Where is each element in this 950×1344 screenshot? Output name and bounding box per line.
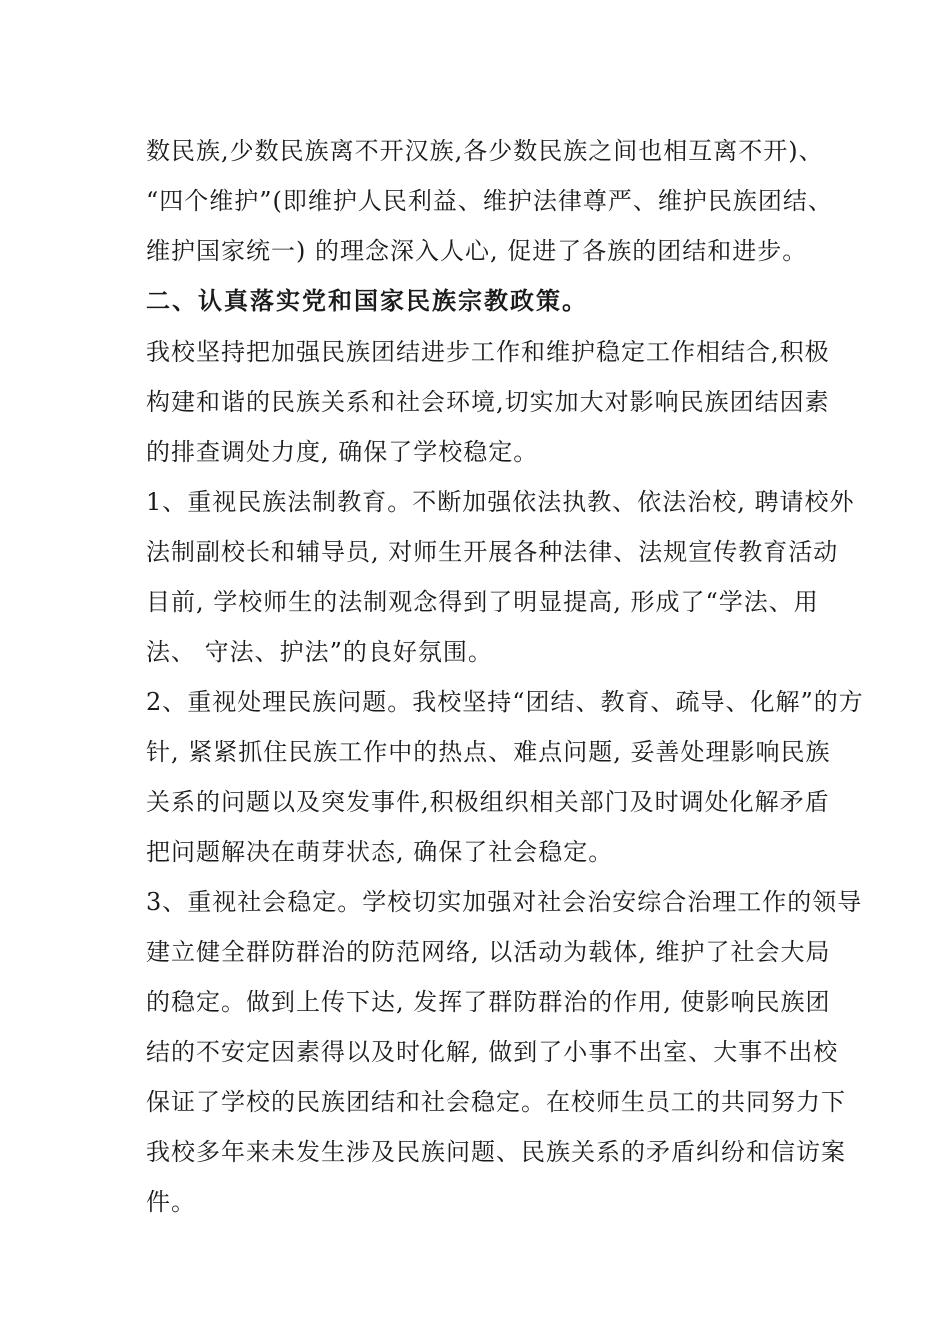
text-line-22: 件。 [146,1188,196,1216]
text-line-1: 数民族,少数民族离不开汉族,各少数民族之间也相互离不开)、 [146,137,824,165]
text-line-10: 目前, 学校师生的法制观念得到了明显提高, 形成了“学法、用 [146,588,819,616]
text-line-16: 3、重视社会稳定。学校切实加强对社会治安综合治理工作的领导 [146,888,863,916]
text-line-20: 保证了学校的民族团结和社会稳定。在校师生员工的共同努力下 [146,1088,846,1116]
text-line-9: 法制副校长和辅导员, 对师生开展各种法律、法规宣传教育活动 [146,538,839,566]
text-line-6: 构建和谐的民族关系和社会环境,切实加大对影响民族团结因素 [146,388,830,416]
text-line-21: 我校多年来未发生涉及民族问题、民族关系的矛盾纠纷和信访案 [146,1138,846,1166]
text-line-12: 2、重视处理民族问题。我校坚持“团结、教育、疏导、化解”的方 [146,688,864,716]
text-line-11: 法、 守法、护法”的良好氛围。 [146,638,493,666]
text-line-8: 1、重视民族法制教育。不断加强依法执教、依法治校, 聘请校外 [146,488,855,516]
section-heading: 二、认真落实党和国家民族宗教政策。 [146,286,588,315]
text-line-14: 关系的问题以及突发事件,积极组织相关部门及时调处化解矛盾 [146,788,830,816]
text-line-13: 针, 紧紧抓住民族工作中的热点、难点问题, 妥善处理影响民族 [146,738,831,766]
text-line-19: 结的不安定因素得以及时化解, 做到了小事不出室、大事不出校 [146,1038,839,1066]
text-line-5: 我校坚持把加强民族团结进步工作和维护稳定工作相结合,积极 [146,338,830,366]
text-line-7: 的排查调处力度, 确保了学校稳定。 [146,438,539,466]
text-line-3: 维护国家统一) 的理念深入人心, 促进了各族的团结和进步。 [146,237,808,265]
text-line-15: 把问题解决在萌芽状态, 确保了社会稳定。 [146,838,614,866]
text-line-2: “四个维护”(即维护人民利益、维护法律尊严、维护民族团结、 [146,187,833,215]
text-line-17: 建立健全群防群治的防范网络, 以活动为载体, 维护了社会大局 [146,938,831,966]
text-line-18: 的稳定。做到上传下达, 发挥了群防群治的作用, 使影响民族团 [146,988,831,1016]
